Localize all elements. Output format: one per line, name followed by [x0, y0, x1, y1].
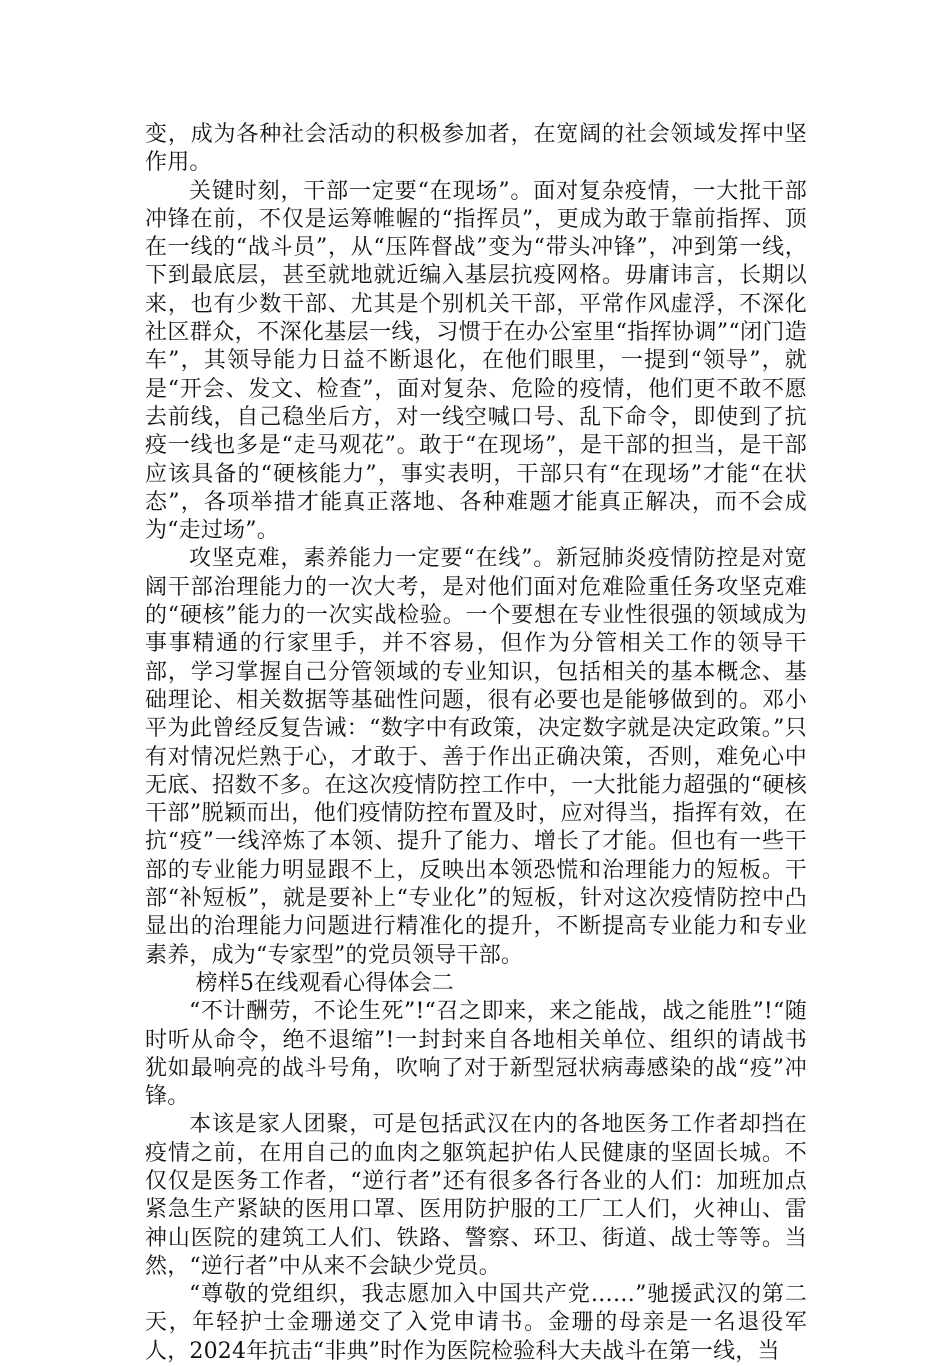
- paragraph-6: “尊敬的党组织，我志愿加入中国共产党……”驰援武汉的第二天，年轻护士金珊递交了入党申请书。金珊的母亲是一名退役军人，2024年抗击“非典”时作为医院检验科大夫战斗在第一线，当: [145, 1282, 807, 1364]
- paragraph-4: “不计酬劳，不论生死”!“召之即来，来之能战，战之能胜”!“随时听从命令，绝不退缩”!一封封来自各地相关单位、组织的请战书犹如最响亮的战斗号角，吹响了对于新型冠状病毒感染的战“疫”冲锋。: [145, 999, 807, 1110]
- document-body: [145, 121, 807, 1366]
- paragraph-5: 本该是家人团聚，可是包括武汉在内的各地医务工作者却挡在疫情之前，在用自己的血肉之躯筑起护佑人民健康的坚固长城。不仅仅是医务工作者，“逆行者”还有很多各行各业的人们：加班加点紧急生产紧缺的医用口罩、医用防护服的工厂工人们，火神山、雷神山医院的建筑工人们、铁路、警察、环卫、街道、战士等等。当然，“逆行者”中从来不会缺少党员。: [145, 1112, 807, 1279]
- paragraph-1: 变，成为各种社会活动的积极参加者，在宽阔的社会领域发挥中坚作用。: [145, 122, 807, 176]
- paragraph-2: 关键时刻，干部一定要“在现场”。面对复杂疫情，一大批干部冲锋在前，不仅是运筹帷幄的“指挥员”，更成为敢于靠前指挥、顶在一线的“战斗员”，从“压阵督战”变为“带头冲锋”，冲到第一线，下到最底层，甚至就地就近编入基层抗疫网格。毋庸讳言，长期以来，也有少数干部、尤其是个别机关干部，平常作风虚浮，不深化社区群众，不深化基层一线，习惯于在办公室里“指挥协调”“闭门造车”，其领导能力日益不断退化，在他们眼里，一提到“领导”，就是“开会、发文、检查”，面对复杂、危险的疫情，他们更不敢不愿去前线，自己稳坐后方，对一线空喊口号、乱下命令，即使到了抗疫一线也多是“走马观花”。敢于“在现场”，是干部的担当，是干部应该具备的“硬核能力”，事实表明，干部只有“在现场”才能“在状态”，各项举措才能真正落地、各种难题才能真正解决，而不会成为“走过场”。: [145, 178, 807, 544]
- paragraph-3: 攻坚克难，素养能力一定要“在线”。新冠肺炎疫情防控是对宽阔干部治理能力的一次大考，是对他们面对危难险重任务攻坚克难的“硬核”能力的一次实战检验。一个要想在专业性很强的领域成为事事精通的行家里手，并不容易，但作为分管相关工作的领导干部，学习掌握自己分管领域的专业知识，包括相关的基本概念、基础理论、相关数据等基础性问题，很有必要也是能够做到的。邓小平为此曾经反复告诫：“数字中有政策，决定数字就是决定政策。”只有对情况烂熟于心，才敢于、善于作出正确决策，否则，难免心中无底、招数不多。在这次疫情防控工作中，一大批能力超强的“硬核干部”脱颖而出，他们疫情防控布置及时，应对得当，指挥有效，在抗“疫”一线淬炼了本领、提升了能力、增长了才能。但也有一些干部的专业能力明显跟不上，反映出本领恐慌和治理能力的短板。干部“补短板”，就是要补上“专业化”的短板，针对这次疫情防控中凸显出的治理能力问题进行精准化的提升，不断提高专业能力和专业素养，成为“专家型”的党员领导干部。: [145, 546, 807, 968]
- section-heading: 榜样5在线观看心得体会二: [195, 970, 454, 996]
